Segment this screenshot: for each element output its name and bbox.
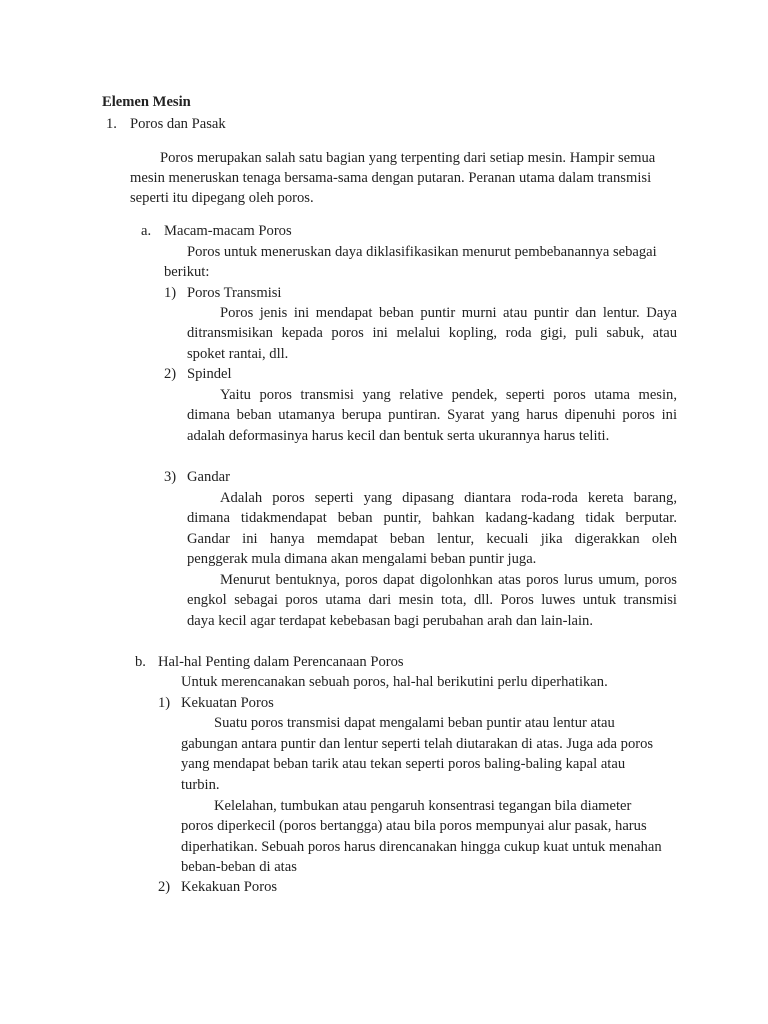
item-a1-line-3: spoket rantai, dll. [187,346,289,362]
item-a2-heading: Spindel [187,366,232,382]
subsection-b-heading: Hal-hal Penting dalam Perencanaan Poros [158,654,404,670]
item-b1-heading: Kekuatan Poros [181,695,274,711]
item-a2-line-1: Yaitu poros transmisi yang relative pendek, seperti poros utama mesin, [220,387,677,403]
subsection-a-marker: a. [141,223,152,239]
intro-line-2: mesin meneruskan tenaga bersama-sama dengan putaran. Peranan utama dalam transmisi [130,170,652,186]
item-a2-line-2: dimana beban utamanya berupa puntiran. Syarat yang harus dipenuhi poros ini [187,407,677,423]
item-b2-heading: Kekakuan Poros [181,879,278,895]
subsection-a-intro-line-2: berikut: [164,264,210,280]
item-a3-line-4: penggerak mula dimana akan mengalami beban puntir juga. [187,551,537,567]
item-b1-line-2: gabungan antara puntir dan lentur seperti telah diutarakan di atas. Juga ada poros [181,736,654,752]
item-a1-number: 1) [164,285,177,301]
item-a3-para2-line-1: Menurut bentuknya, poros dapat digolonhkan atas poros lurus umum, poros [220,572,677,588]
item-a1-heading: Poros Transmisi [187,285,282,301]
item-b1-number: 1) [158,695,171,711]
item-b1-para2-line-2: poros diperkecil (poros bertangga) atau bila poros mempunyai alur pasak, harus [181,818,647,834]
item-a3-number: 3) [164,469,177,485]
item-b1-line-1: Suatu poros transmisi dapat mengalami beban puntir atau lentur atau [214,715,615,731]
intro-line-3: seperti itu dipegang oleh poros. [130,190,314,206]
item-b1-para2-line-4: beban-beban di atas [181,859,297,875]
subsection-a-heading: Macam-macam Poros [164,223,292,239]
item-a1-line-1: Poros jenis ini mendapat beban puntir murni atau puntir dan lentur. Daya [220,305,677,321]
item-a3-line-1: Adalah poros seperti yang dipasang diantara roda-roda kereta barang, [220,490,677,506]
item-b1-para2-line-3: diperhatikan. Sebuah poros harus direncanakan hingga cukup kuat untuk menahan [181,839,662,855]
subsection-b-marker: b. [135,654,146,670]
item-a3-para2-line-3: daya kecil agar terdapat kebebasan bagi perubahan arah dan lain-lain. [187,613,593,629]
document-title: Elemen Mesin [102,94,191,110]
item-a2-number: 2) [164,366,177,382]
item-a1-line-2: ditransmisikan kepada poros ini melalui kopling, roda gigi, puli sabuk, atau [187,325,677,341]
subsection-a-intro-line-1: Poros untuk meneruskan daya diklasifikasikan menurut pembebanannya sebagai [187,244,657,260]
item-b1-line-3: yang mendapat beban tarik atau tekan seperti poros baling-baling kapal atau [181,756,626,772]
item-a2-line-3: adalah deformasinya harus kecil dan bentuk serta ukurannya harus teliti. [187,428,610,444]
section-1-number: 1. [106,116,117,132]
item-b2-number: 2) [158,879,171,895]
item-a3-line-3: Gandar ini hanya memdapat beban lentur, kecuali jika digerakkan oleh [187,531,677,547]
subsection-b-intro: Untuk merencanakan sebuah poros, hal-hal berikutini perlu diperhatikan. [181,674,608,690]
section-1-heading: Poros dan Pasak [130,116,226,132]
intro-line-1: Poros merupakan salah satu bagian yang terpenting dari setiap mesin. Hampir semua [160,150,656,166]
item-a3-heading: Gandar [187,469,230,485]
item-b1-para2-line-1: Kelelahan, tumbukan atau pengaruh konsentrasi tegangan bila diameter [214,798,632,814]
item-a3-para2-line-2: engkol sebagai poros utama dari mesin tota, dll. Poros luwes untuk transmisi [187,592,677,608]
item-a3-line-2: dimana tidakmendapat beban puntir, bahkan kadang-kadang tidak berputar. [187,510,677,526]
item-b1-line-4: turbin. [181,777,220,793]
